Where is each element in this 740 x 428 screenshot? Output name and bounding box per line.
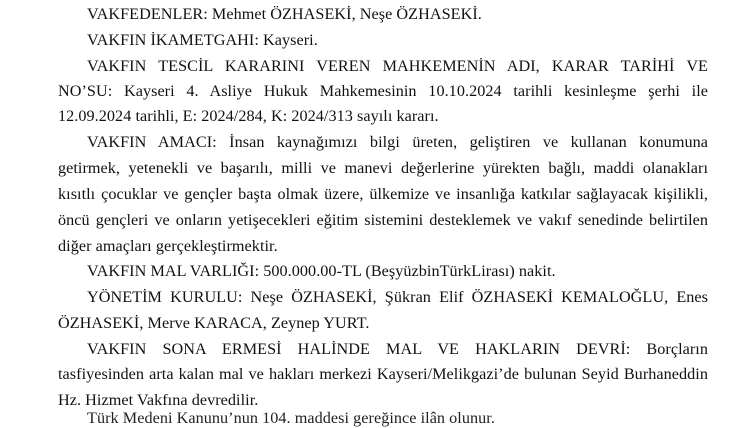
founders-line: VAKFEDENLER: Mehmet ÖZHASEKİ, Neşe ÖZHASEKİ. (87, 5, 482, 23)
residence-line: VAKFIN İKAMETGAHI: Kayseri. (87, 31, 318, 49)
assets-line: VAKFIN MAL VARLIĞI: 500.000.00-TL (BeşyüzbinTürkLirası) nakit. (87, 262, 556, 280)
board-line-2: ÖZHASEKİ, Merve KARACA, Zeynep YURT. (58, 314, 370, 332)
dissolution-line-2: tasfiyesinden arta kalan mal ve hakları merkezi Kayseri/Melikgazi’de bulunan Seyid Burhaneddin (58, 365, 708, 383)
court-detail-line-2: 12.09.2024 tarihli, E: 2024/284, K: 2024/313 sayılı kararı. (58, 107, 439, 125)
dissolution-line-1: VAKFIN SONA ERMESİ HALİNDE MAL VE HAKLARIN DEVRİ: Borçların (87, 340, 708, 358)
purpose-line-3: kısıtlı çocuklar ve gençler başta olmak üzere, ülkemize ve insanlığa katkılar sağlayacak kişilikli, (58, 185, 708, 203)
court-heading-line: VAKFIN TESCİL KARARINI VEREN MAHKEMENİN ADI, KARAR TARİHİ VE (87, 57, 708, 75)
purpose-line-4: öncü gençleri ve onların yetişecekleri eğitim sistemini desteklemek ve vakıf senedinde belirtilen (58, 211, 708, 229)
court-detail-line-1: NO’SU: Kayseri 4. Asliye Hukuk Mahkemesinin 10.10.2024 tarihli kesinleşme şerhi ile (58, 82, 708, 100)
announcement-line: Türk Medeni Kanunu’nun 104. maddesi gereğince ilân olunur. (87, 409, 495, 427)
purpose-line-1: VAKFIN AMACI: İnsan kaynağımızı bilgi üreten, geliştiren ve kullanan konumuna (87, 133, 708, 151)
purpose-line-5: diğer amaçları gerçekleştirmektir. (58, 237, 278, 255)
board-line-1: YÖNETİM KURULU: Neşe ÖZHASEKİ, Şükran Elif ÖZHASEKİ KEMALOĞLU, Enes (87, 288, 708, 306)
purpose-line-2: getirmek, yetenekli ve başarılı, milli ve manevi değerlerine yürekten bağlı, maddi olanakları (58, 159, 708, 177)
dissolution-line-3: Hz. Hizmet Vakfına devredilir. (58, 391, 259, 409)
